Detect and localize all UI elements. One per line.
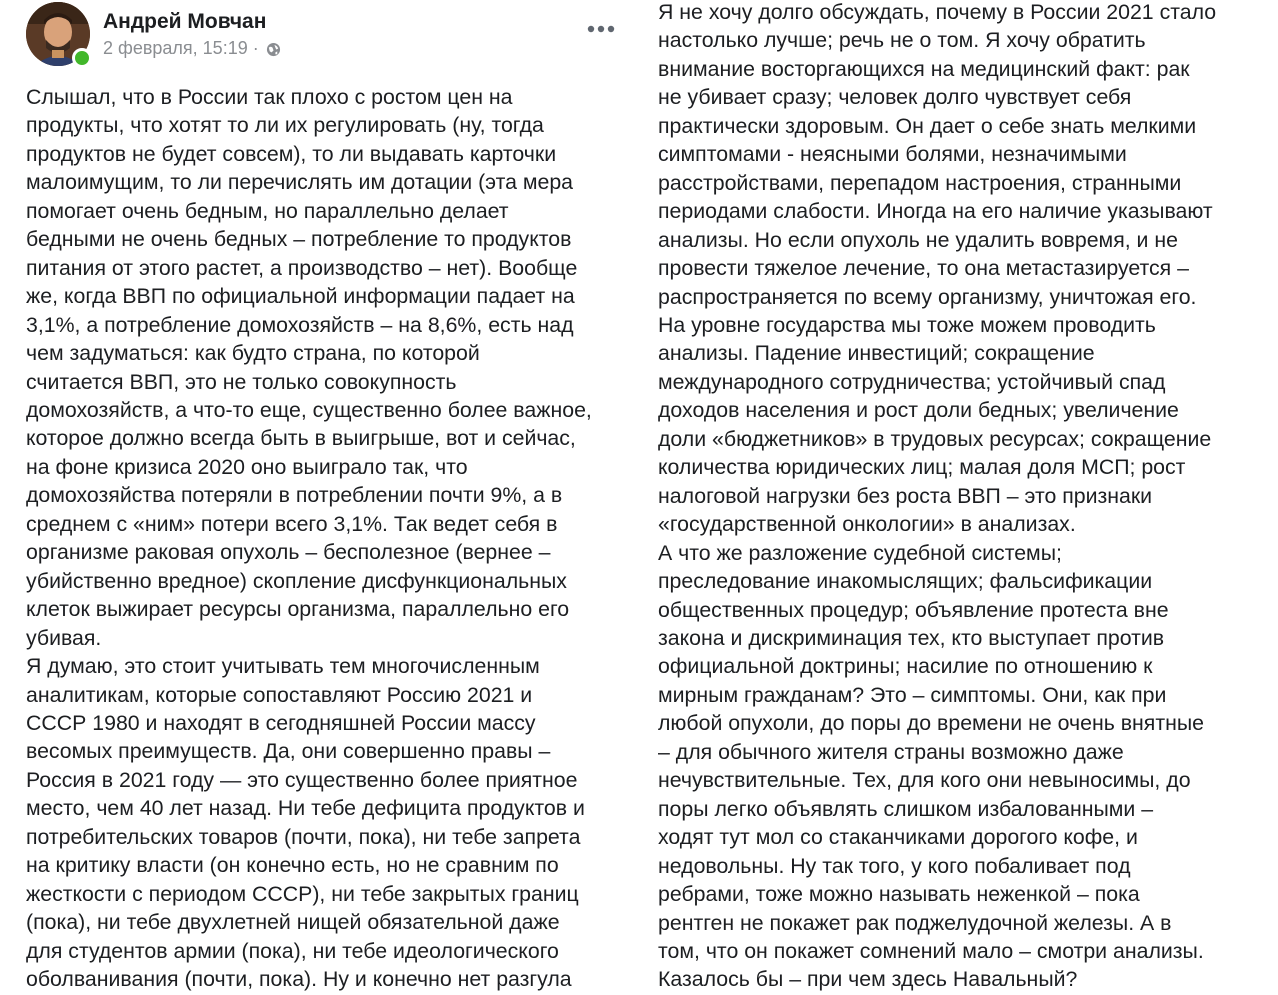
globe-icon[interactable] — [266, 41, 281, 56]
post-text-line: любой опухоли, до поры до времени не очень внятные — [658, 711, 1204, 736]
post-text-line: продукты, что хотят то ли их регулировать (ну, тогда — [26, 113, 544, 138]
post-text-line: международного сотрудничества; устойчивый спад — [658, 369, 1166, 394]
post-text-line: домохозяйств, а что-то еще, существенно более важное, — [26, 397, 592, 422]
post-text-right-column — [658, 0, 1216, 994]
post-text-line: же, когда ВВП по официальной информации падает на — [26, 284, 575, 309]
post-text-line: ходят тут мол со стаканчиками дорогого кофе, и — [658, 825, 1138, 850]
post-text-line: для студентов армии (пока), ни тебе идеологического — [26, 938, 559, 963]
post-text-line: «государственной онкологии» в анализах. — [658, 512, 1076, 537]
avatar[interactable] — [26, 2, 90, 66]
post-text-line: общественных процедур; объявление протеста вне — [658, 597, 1169, 622]
post-text-line: преследование инакомыслящих; фальсификации — [658, 569, 1153, 594]
post-text-line: расстройствами, перепадом настроения, странными — [658, 170, 1182, 195]
post-text-line: которое должно всегда быть в выигрыше, вот и сейчас, — [26, 426, 576, 451]
post-text-line: 3,1%, а потребление домохозяйств – на 8,6%, есть над — [26, 312, 574, 337]
post-text-line: закона и дискриминация тех, кто выступает против — [658, 625, 1165, 650]
post-text-line: налоговой нагрузки без роста ВВП – это признаки — [658, 483, 1153, 508]
post-text-line: Слышал, что в России так плохо с ростом цен на — [26, 85, 513, 109]
post-text-line: распространяется по всему организму, уничтожая его. — [658, 284, 1197, 309]
post-text-line: убийственно вредное) скопление дисфункциональных — [26, 568, 567, 593]
post-text-line: бедными не очень бедных – потребление то продуктов — [26, 227, 572, 252]
meta-separator: · — [252, 38, 259, 58]
post-text-line: продуктов не будет совсем), то ли выдавать карточки — [26, 141, 557, 166]
post-text-line: – для обычного жителя страны возможно даже — [658, 739, 1124, 764]
post-text-line: чем задуматься: как будто страна, по которой — [26, 341, 480, 366]
post-text-line: Я не хочу долго обсуждать, почему в России 2021 стало — [658, 0, 1217, 24]
post-text-line: (пока), ни тебе двухлетней нищей обязательной даже — [26, 910, 560, 935]
post-text-line: настолько лучше; речь не о том. Я хочу обратить — [658, 28, 1146, 53]
post-text-line: весомых преимуществ. Да, они совершенно правы – — [26, 739, 551, 764]
post-text-line: том, что он покажет сомнений мало – смотри анализы. — [658, 938, 1204, 963]
post-text-line: помогает очень бедным, но параллельно делает — [26, 198, 509, 223]
post-text-line: организме раковая опухоль – бесполезное (вернее – — [26, 540, 551, 565]
post-text-line: домохозяйства потеряли в потреблении почти 9%, а в — [26, 483, 563, 508]
post-meta — [103, 38, 281, 59]
post-text-line: оболванивания (почти, пока). Ну и конечно нет разгула — [26, 967, 572, 992]
post-text-line: мирным гражданам? Это – симптомы. Они, как при — [658, 682, 1167, 707]
post-text-line: анализы. Но если опухоль не удалить вовремя, и не — [658, 227, 1178, 252]
post-text-line: официальной доктрины; насилие по отношению к — [658, 654, 1153, 679]
post-text-line: Я думаю, это стоит учитывать тем многочисленным — [26, 654, 540, 679]
post-text-line: анализы. Падение инвестиций; сокращение — [658, 341, 1095, 366]
post-text-line: Россия в 2021 году — это существенно более приятное — [26, 767, 578, 792]
author-name[interactable]: Андрей Мовчан — [103, 10, 267, 33]
post-text-line: малоимущим, то ли перечислять им дотации (эта мера — [26, 170, 574, 195]
post-date[interactable]: 2 февраля, 15:19 — [103, 38, 248, 58]
post-text-line: считается ВВП, это не только совокупность — [26, 369, 457, 394]
post-text-line: не убивает сразу; человек долго чувствует себя — [658, 85, 1132, 110]
post-text-line: потребительских товаров (почти, пока), ни тебе запрета — [26, 824, 581, 849]
post-text-line: рентген не покажет рак поджелудочной железы. А в — [658, 910, 1172, 935]
post-text-line: убивая. — [26, 625, 102, 650]
post-text-line: Казалось бы – при чем здесь Навальный? — [658, 967, 1078, 992]
post-text-line: количества юридических лиц; малая доля МСП; рост — [658, 455, 1186, 480]
post-text-line: внимание восторгающихся на медицинский факт: рак — [658, 56, 1190, 81]
post-text-line: аналитикам, которые сопоставляют Россию 2021 и — [26, 682, 533, 707]
post-text-line: питания от этого растет, а производство – нет). Вообще — [26, 255, 578, 280]
post-text-line: клеток выжирает ресурсы организма, параллельно его — [26, 597, 570, 622]
post-text-line: на фоне кризиса 2020 оно выиграло так, что — [26, 454, 468, 479]
post-text-line: На уровне государства мы тоже можем проводить — [658, 312, 1156, 337]
post-text-line: жесткости с периодом СССР), ни тебе закрытых границ — [26, 881, 579, 906]
post-text-left-column — [26, 83, 592, 994]
post-text-line: А что же разложение судебной системы; — [658, 540, 1062, 565]
post-text-line: практически здоровым. Он дает о себе знать мелкими — [658, 113, 1197, 138]
post-text-line: недовольны. Ну так того, у кого побаливает под — [658, 853, 1131, 878]
post-text-line: среднем с «ним» потери всего 3,1%. Так ведет себя в — [26, 511, 558, 536]
post-text-line: поры легко объявлять слишком избалованными – — [658, 796, 1154, 821]
post-text-line: ребрами, тоже можно называть неженкой – пока — [658, 882, 1140, 907]
post-text-line: место, чем 40 лет назад. Ни тебе дефицита продуктов и — [26, 796, 585, 821]
post-text-line: симптомами - неясными болями, незначимыми — [658, 142, 1127, 167]
post-text-line: нечувствительные. Тех, для кого они невыносимы, до — [658, 768, 1191, 793]
post-text-line: периодами слабости. Иногда на его наличие указывают — [658, 199, 1213, 224]
post-text-line: провести тяжелое лечение, то она метастазируется – — [658, 256, 1189, 281]
ellipsis-icon[interactable] — [586, 14, 616, 44]
post-text-line: СССР 1980 и находят в сегодняшней России массу — [26, 710, 536, 735]
post-text-line: доли «бюджетников» в трудовых ресурсах; сокращение — [658, 426, 1212, 451]
online-status-dot — [72, 48, 92, 68]
post-text-line: на критику власти (он конечно есть, но не сравним по — [26, 853, 559, 878]
post-text-line: доходов населения и рост доли бедных; увеличение — [658, 398, 1179, 423]
